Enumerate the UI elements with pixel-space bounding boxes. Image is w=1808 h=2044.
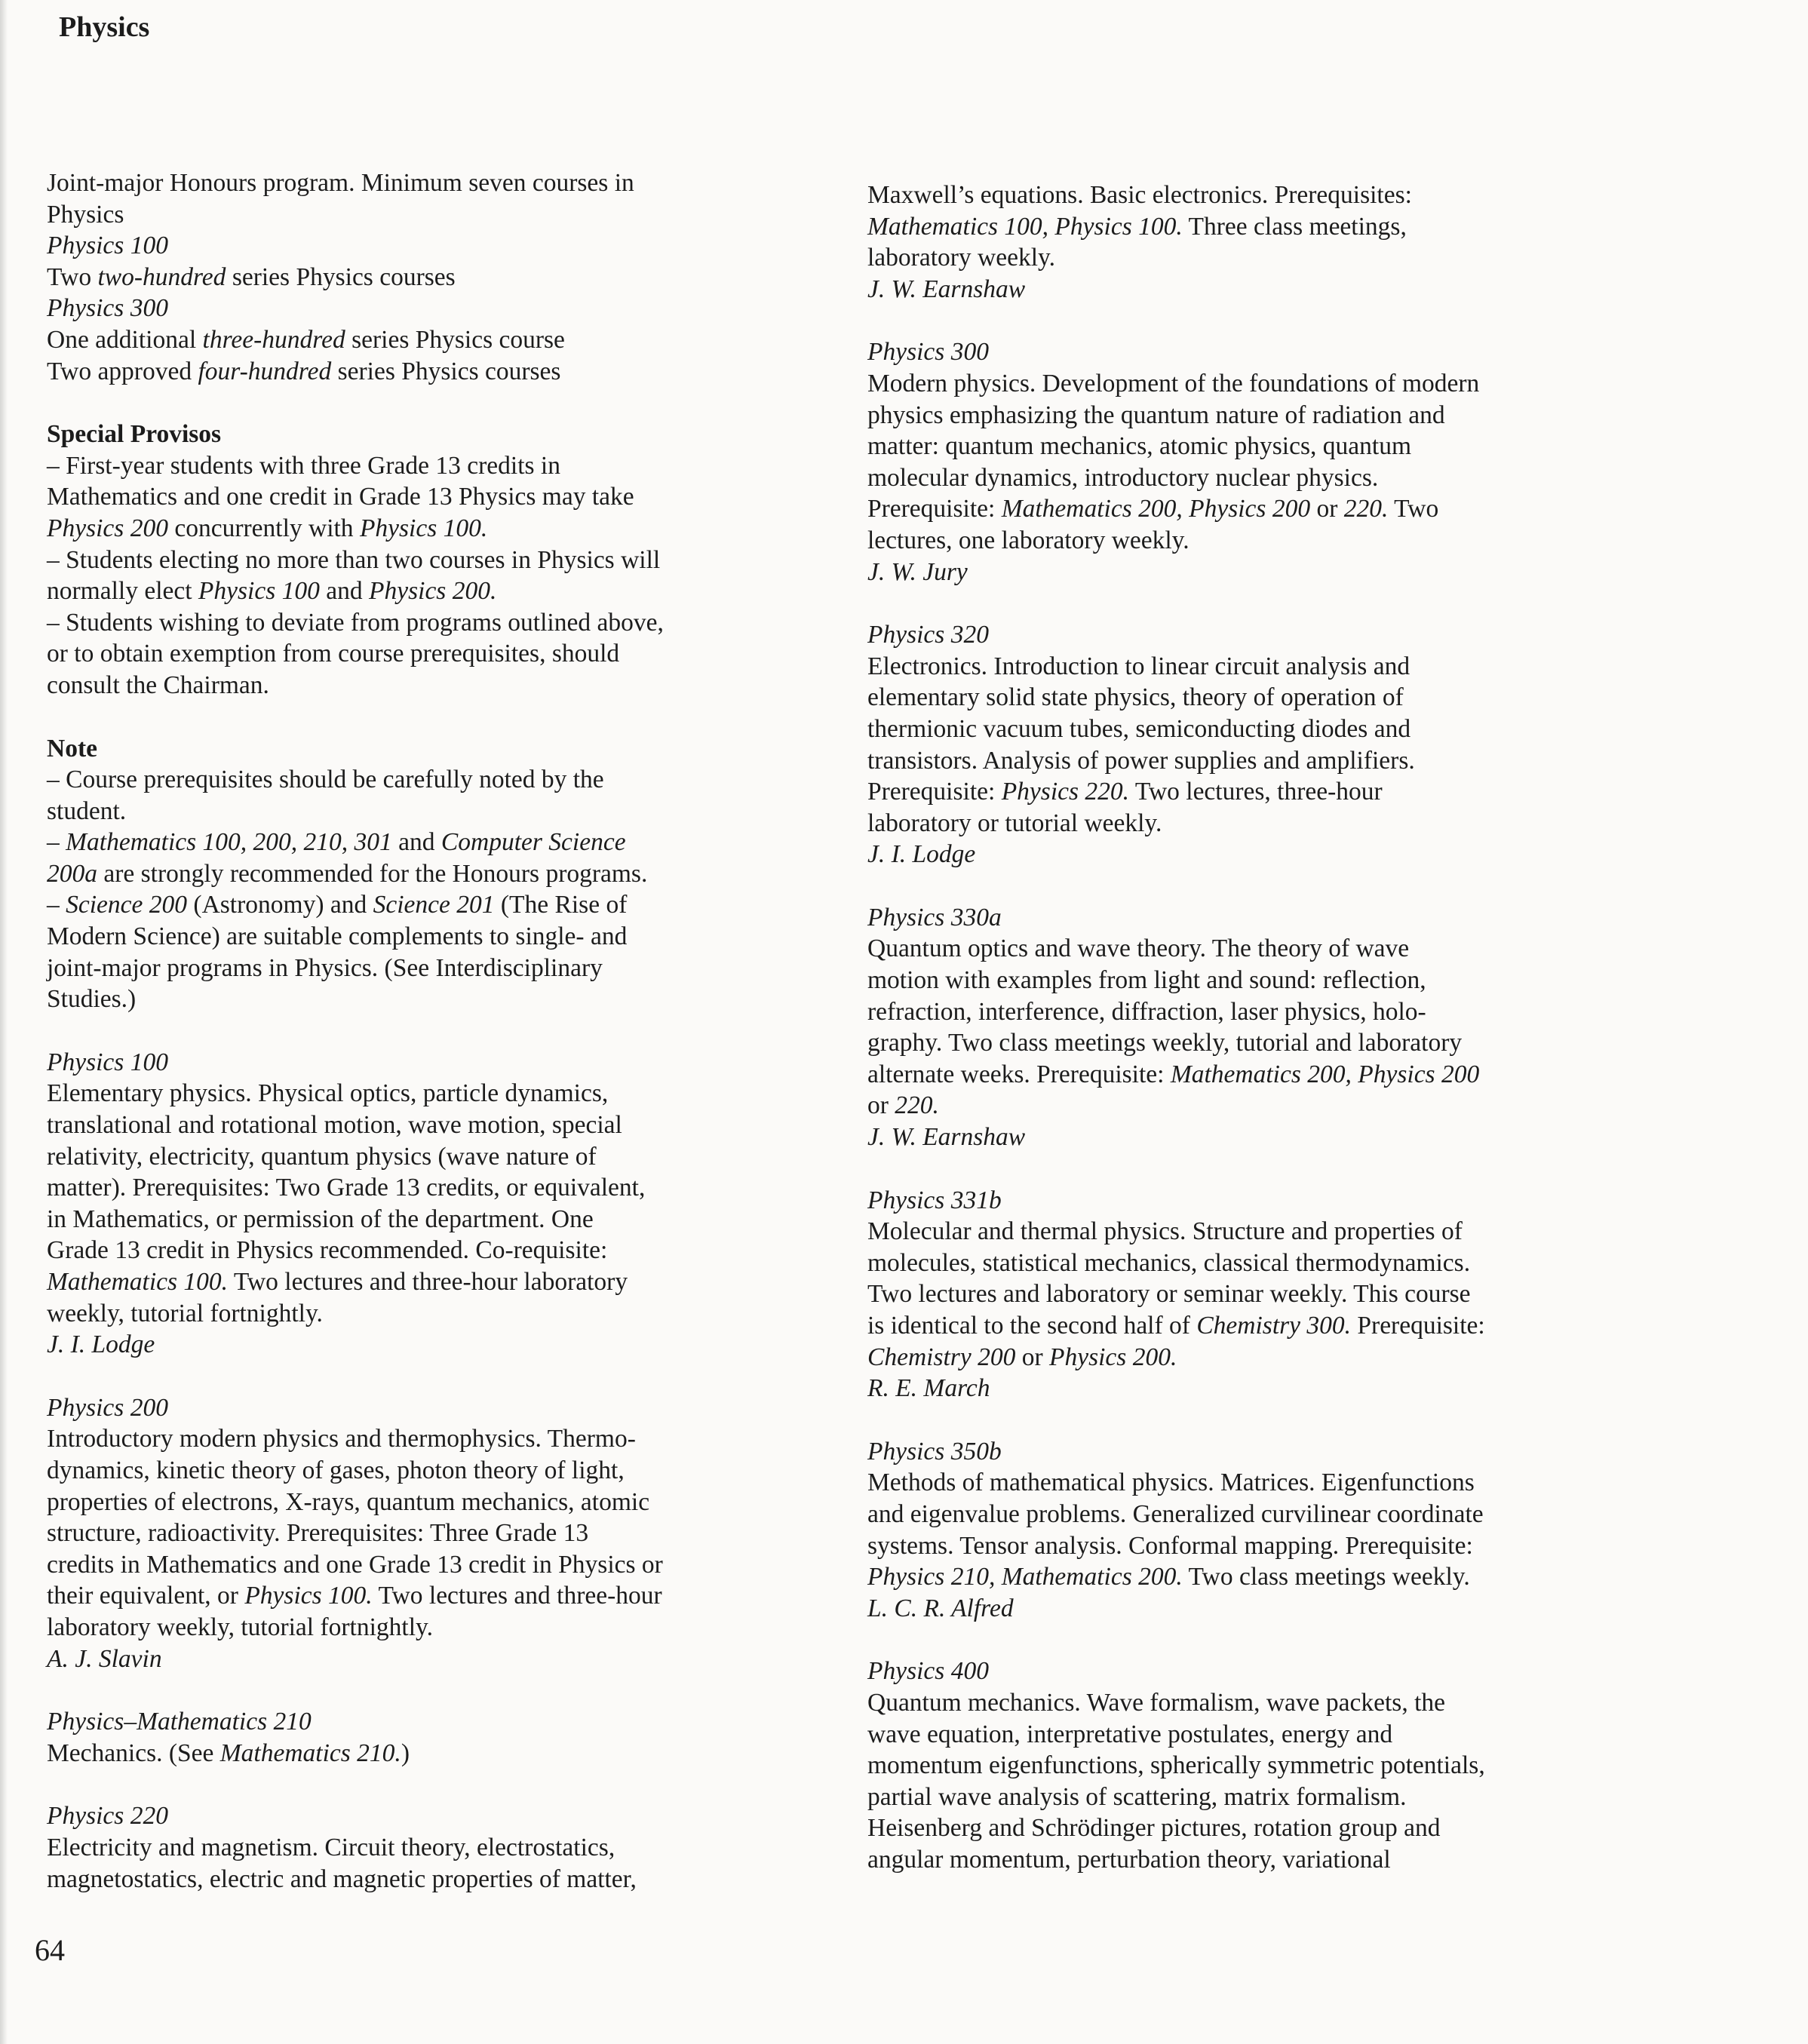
text-run: Electronics. Introduction to linear circuit analysis and	[867, 652, 1410, 680]
text-run: J. I. Lodge	[47, 1330, 155, 1359]
course-title: Physics 330a	[867, 903, 1002, 931]
text-line	[47, 1078, 831, 1109]
text-run: )	[401, 1739, 410, 1767]
text-line	[867, 1530, 1659, 1562]
text-run: three-hundred	[202, 325, 345, 354]
text-run: credits in Mathematics and one Grade 13 credit in Physics or	[47, 1550, 663, 1579]
text-run: in Mathematics, or permission of the department. One	[47, 1205, 594, 1233]
text-run: or	[867, 1091, 895, 1120]
text-line	[47, 1518, 831, 1549]
text-run: series Physics courses	[226, 262, 456, 291]
text-line	[867, 1027, 1659, 1059]
text-run: Two approved	[47, 357, 198, 385]
text-line	[47, 324, 831, 356]
course-title: Physics 100	[47, 1048, 168, 1076]
right-column	[867, 180, 1659, 1907]
text-run: physics emphasizing the quantum nature of radiation and	[867, 401, 1445, 429]
text-line	[867, 525, 1659, 557]
text-line	[867, 839, 1659, 870]
section-block	[47, 419, 831, 701]
text-line	[47, 1549, 831, 1581]
text-run: Quantum mechanics. Wave formalism, wave packets, the	[867, 1688, 1446, 1717]
text-run: Two	[47, 262, 98, 291]
text-line	[867, 1593, 1659, 1625]
text-line	[867, 1090, 1659, 1122]
text-run: normally elect	[47, 577, 198, 606]
text-line	[867, 682, 1659, 714]
text-run: Introductory modern physics and thermophysics. Thermo-	[47, 1425, 636, 1453]
text-run: Molecular and thermal physics. Structure and properties of	[867, 1217, 1463, 1246]
text-run: Physics 100	[47, 232, 168, 260]
text-run: R. E. March	[867, 1374, 990, 1403]
text-line	[47, 953, 831, 984]
text-run: Physics 100	[198, 577, 320, 606]
text-line	[47, 921, 831, 953]
text-run: angular momentum, perturbation theory, variational	[867, 1845, 1391, 1874]
text-run: 200a	[47, 859, 97, 888]
text-line	[47, 1643, 831, 1675]
text-run: Electricity and magnetism. Circuit theory, electrostatics,	[47, 1833, 615, 1861]
text-line	[867, 462, 1659, 494]
text-line	[867, 1499, 1659, 1530]
text-block	[47, 167, 831, 387]
text-line	[47, 607, 831, 639]
text-run: Physics 200.	[369, 577, 497, 606]
text-run: Mathematics 100, 200, 210, 301	[66, 828, 392, 857]
text-run: or	[1310, 495, 1344, 523]
text-line	[867, 1561, 1659, 1593]
text-run: Two lectures, three-hour	[1129, 778, 1383, 806]
text-run: are strongly recommended for the Honours programs.	[97, 859, 648, 888]
text-run: magnetostatics, electric and magnetic properties of matter,	[47, 1864, 637, 1893]
text-line	[47, 1109, 831, 1141]
text-run: – Course prerequisites should be carefully noted by the	[47, 766, 604, 794]
text-line	[867, 368, 1659, 400]
course-title: Physics 350b	[867, 1437, 1002, 1465]
text-run: Quantum optics and wave theory. The theory of wave	[867, 935, 1410, 963]
text-run: Modern Science) are suitable complements to single- and	[47, 922, 628, 951]
text-line	[47, 545, 831, 576]
text-run: Mathematics and one credit in Grade 13 Physics may take	[47, 483, 634, 511]
text-run: Physics 200	[47, 514, 168, 542]
text-line	[867, 1467, 1659, 1499]
text-run: graphy. Two class meetings weekly, tutorial and laboratory	[867, 1029, 1463, 1057]
text-run: relativity, electricity, quantum physics (wave nature of	[47, 1142, 597, 1171]
text-run: Joint-major Honours program. Minimum seven courses in	[47, 169, 634, 197]
text-line	[867, 745, 1659, 777]
text-run: weekly, tutorial fortnightly.	[47, 1299, 323, 1327]
text-run: consult the Chairman.	[47, 671, 269, 699]
text-run: matter). Prerequisites: Two Grade 13 credits, or equivalent,	[47, 1174, 646, 1202]
text-line	[867, 400, 1659, 431]
text-run: Physics 200.	[1049, 1343, 1177, 1371]
text-line	[867, 1373, 1659, 1404]
course-block	[867, 1185, 1659, 1404]
text-run: matter: quantum mechanics, atomic physics, quantum	[867, 432, 1412, 461]
text-run: J. I. Lodge	[867, 840, 976, 869]
text-run: Mathematics 210.	[219, 1739, 401, 1767]
text-run: Two class meetings weekly.	[1182, 1563, 1470, 1591]
text-run: Physics	[47, 200, 124, 229]
text-line	[867, 1278, 1659, 1310]
text-run: partial wave analysis of scattering, matrix formalism.	[867, 1782, 1407, 1811]
text-line	[867, 1248, 1659, 1279]
text-line	[867, 1719, 1659, 1751]
text-run: elementary solid state physics, theory of operation of	[867, 683, 1404, 712]
text-run: Two lectures and three-hour laboratory	[228, 1268, 628, 1296]
text-run: Grade 13 credit in Physics recommended. Co-requisite:	[47, 1236, 608, 1265]
text-run: series Physics courses	[331, 357, 561, 385]
text-run: Physics 220.	[1001, 778, 1130, 806]
text-run: thermionic vacuum tubes, semiconducting diodes and	[867, 714, 1411, 743]
text-line	[47, 1423, 831, 1455]
text-line	[867, 431, 1659, 462]
text-line	[47, 1172, 831, 1204]
scan-edge	[0, 0, 8, 2044]
text-line	[47, 1832, 831, 1864]
course-title: Physics 320	[867, 621, 989, 649]
text-run: J. W. Jury	[867, 557, 968, 586]
text-line	[47, 1487, 831, 1518]
text-line	[867, 933, 1659, 965]
text-run: 220.	[895, 1091, 939, 1120]
text-line	[867, 242, 1659, 274]
text-run: – First-year students with three Grade 13 credits in	[47, 451, 560, 480]
text-run: Prerequisite:	[867, 778, 1002, 806]
text-line	[867, 1342, 1659, 1373]
text-line	[47, 1235, 831, 1266]
page-header: Physics	[59, 11, 150, 43]
text-run: structure, radioactivity. Prerequisites: Three Grade 13	[47, 1519, 589, 1548]
course-block	[867, 1656, 1659, 1875]
text-line	[47, 638, 831, 670]
text-run: 220.	[1343, 495, 1389, 523]
text-line	[47, 1580, 831, 1612]
text-run: J. W. Earnshaw	[867, 1123, 1026, 1152]
text-run: (The Rise of	[494, 891, 628, 919]
text-run: Two lectures and three-hour	[372, 1582, 662, 1610]
text-line	[47, 481, 831, 513]
text-line	[867, 1687, 1659, 1719]
text-line	[47, 199, 831, 231]
page-number: 64	[35, 1933, 65, 1967]
text-run: transistors. Analysis of power supplies and amplifiers.	[867, 746, 1415, 775]
text-line	[47, 1204, 831, 1235]
text-line	[867, 1310, 1659, 1342]
text-run: Heisenberg and Schrödinger pictures, rotation group and	[867, 1814, 1441, 1843]
text-run: refraction, interference, diffraction, laser physics, holo-	[867, 997, 1426, 1026]
course-block	[47, 1706, 831, 1769]
text-run: and eigenvalue problems. Generalized curvilinear coordinate	[867, 1499, 1484, 1528]
text-line	[47, 1864, 831, 1895]
text-line	[47, 167, 831, 199]
course-title: Physics 200	[47, 1393, 168, 1422]
text-line	[47, 262, 831, 293]
text-run: Two lectures and laboratory or seminar weekly. This course	[867, 1280, 1471, 1309]
text-run: series Physics course	[345, 325, 565, 354]
text-line	[47, 764, 831, 796]
text-run: Two	[1388, 495, 1439, 523]
text-run: Mathematics 100.	[47, 1268, 229, 1296]
text-run: systems. Tensor analysis. Conformal mapping. Prerequisite:	[867, 1531, 1473, 1560]
text-line	[47, 230, 831, 262]
text-run: One additional	[47, 325, 203, 354]
text-line	[867, 1216, 1659, 1248]
section-heading: Note	[47, 734, 97, 763]
text-line	[47, 1298, 831, 1330]
course-title: Physics–Mathematics 210	[47, 1708, 312, 1736]
course-title: Physics 331b	[867, 1186, 1002, 1214]
text-line	[47, 1329, 831, 1361]
text-run: momentum eigenfunctions, spherically symmetric potentials,	[867, 1751, 1485, 1780]
text-run: Studies.)	[47, 985, 137, 1014]
text-line	[47, 1738, 831, 1769]
text-run: – Students electing no more than two courses in Physics will	[47, 545, 661, 574]
text-run: four-hundred	[198, 357, 332, 385]
text-line	[47, 858, 831, 890]
text-line	[867, 965, 1659, 996]
text-run: Mathematics 200, Physics 200	[1001, 495, 1311, 523]
text-run: L. C. R. Alfred	[867, 1594, 1014, 1622]
course-block	[47, 1047, 831, 1361]
text-run: (Astronomy) and	[187, 891, 373, 919]
text-run: and	[319, 577, 370, 606]
course-block	[867, 902, 1659, 1153]
text-run: Prerequisite:	[867, 495, 1002, 523]
course-title: Physics 400	[867, 1657, 989, 1686]
course-block	[867, 619, 1659, 870]
text-line	[867, 714, 1659, 745]
text-line	[47, 293, 831, 324]
section-block	[47, 733, 831, 1015]
text-run: Maxwell’s equations. Basic electronics. Prerequisites:	[867, 181, 1412, 209]
text-run: A. J. Slavin	[47, 1644, 162, 1673]
text-run: or to obtain exemption from course prerequisites, should	[47, 640, 620, 668]
text-run: molecules, statistical mechanics, classical thermodynamics.	[867, 1248, 1471, 1277]
text-run: student.	[47, 796, 127, 825]
course-block	[867, 336, 1659, 588]
text-line	[867, 1782, 1659, 1813]
text-run: Mechanics. (See	[47, 1739, 220, 1767]
text-run: two-hundred	[97, 262, 226, 291]
text-line	[867, 1122, 1659, 1153]
course-block	[867, 1436, 1659, 1625]
text-run: Physics 100.	[244, 1582, 373, 1610]
text-line	[867, 211, 1659, 243]
text-run: Computer Science	[440, 828, 626, 857]
text-line	[47, 575, 831, 607]
text-line	[47, 1612, 831, 1643]
text-run: Physics 300	[47, 294, 168, 323]
text-run: translational and rotational motion, wave motion, special	[47, 1111, 622, 1140]
text-run: Three class meetings,	[1182, 212, 1407, 241]
text-run: Chemistry 200	[867, 1343, 1016, 1371]
text-run: Modern physics. Development of the foundations of modern	[867, 369, 1480, 397]
text-line	[47, 513, 831, 545]
course-block	[47, 1392, 831, 1674]
text-line	[47, 827, 831, 858]
text-run: laboratory weekly.	[867, 244, 1055, 272]
text-run: laboratory or tutorial weekly.	[867, 809, 1162, 837]
text-run: Prerequisite:	[1351, 1312, 1485, 1340]
text-run: Mathematics 200, Physics 200	[1170, 1060, 1480, 1088]
text-run: laboratory weekly, tutorial fortnightly.	[47, 1613, 433, 1641]
text-line	[867, 1750, 1659, 1782]
text-line	[47, 1455, 831, 1487]
text-line	[867, 493, 1659, 525]
text-line	[867, 776, 1659, 808]
text-line	[867, 1059, 1659, 1091]
course-title: Physics 300	[867, 338, 989, 367]
course-block	[47, 1800, 831, 1895]
text-line	[867, 1844, 1659, 1876]
course-title: Physics 220	[47, 1802, 168, 1831]
left-column	[47, 167, 831, 1926]
text-run: molecular dynamics, introductory nuclear physics.	[867, 463, 1379, 492]
text-run: their equivalent, or	[47, 1582, 245, 1610]
text-run: Physics 210, Mathematics 200.	[867, 1563, 1183, 1591]
text-run: Chemistry 300.	[1196, 1312, 1352, 1340]
text-run: Science 201	[373, 891, 495, 919]
text-run: J. W. Earnshaw	[867, 275, 1026, 303]
text-run: or	[1015, 1343, 1049, 1371]
text-run: concurrently with	[167, 514, 360, 542]
text-run: joint-major programs in Physics. (See Interdisciplinary	[47, 953, 603, 982]
text-line	[867, 808, 1659, 839]
text-line	[47, 450, 831, 482]
text-run: alternate weeks. Prerequisite:	[867, 1060, 1171, 1088]
text-run: Science 200	[66, 891, 188, 919]
text-line	[867, 557, 1659, 588]
text-run: lectures, one laboratory weekly.	[867, 526, 1189, 554]
text-run: –	[47, 891, 66, 919]
section-heading: Special Provisos	[47, 420, 222, 449]
text-run: – Students wishing to deviate from programs outlined above,	[47, 608, 664, 637]
text-run: is identical to the second half of	[867, 1312, 1197, 1340]
text-line	[867, 1812, 1659, 1844]
text-line	[47, 796, 831, 827]
text-line	[867, 274, 1659, 305]
text-run: Methods of mathematical physics. Matrices. Eigenfunctions	[867, 1469, 1475, 1497]
text-run: and	[391, 828, 441, 857]
text-line	[47, 1141, 831, 1173]
text-run: properties of electrons, X-rays, quantum mechanics, atomic	[47, 1487, 650, 1516]
text-run: –	[47, 828, 66, 857]
text-line	[47, 670, 831, 701]
text-line	[47, 984, 831, 1015]
text-run: Physics 100.	[359, 514, 488, 542]
text-line	[47, 1266, 831, 1298]
text-line	[867, 651, 1659, 683]
text-run: Mathematics 100, Physics 100.	[867, 212, 1183, 241]
text-line	[47, 356, 831, 388]
text-line	[47, 889, 831, 921]
text-run: dynamics, kinetic theory of gases, photon theory of light,	[47, 1456, 625, 1484]
text-line	[867, 996, 1659, 1028]
text-run: wave equation, interpretative postulates, energy and	[867, 1720, 1393, 1748]
text-block	[867, 180, 1659, 305]
text-line	[867, 180, 1659, 211]
text-run: motion with examples from light and sound: reflection,	[867, 966, 1426, 995]
text-run: Elementary physics. Physical optics, particle dynamics,	[47, 1079, 609, 1108]
